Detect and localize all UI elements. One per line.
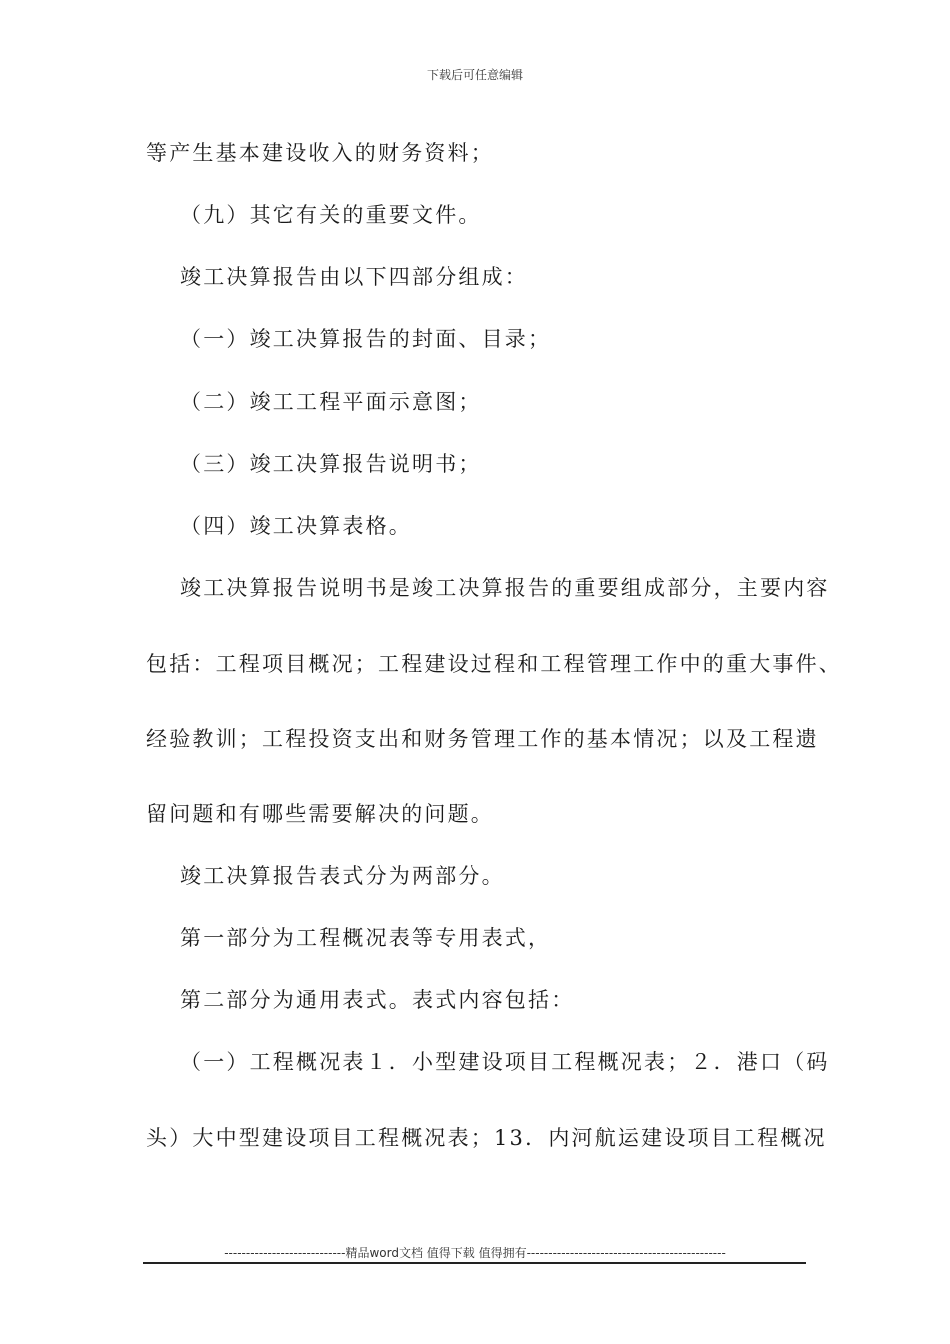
page-footer: ----------------------------精品word文档 值得下载 值得拥有---------------------------------------------- xyxy=(224,1246,726,1260)
page-header: 下载后可任意编辑 xyxy=(426,68,523,82)
body-line: （四）竣工决算表格。 xyxy=(180,514,412,538)
body-line: （九）其它有关的重要文件。 xyxy=(180,203,482,227)
body-line: （一）竣工决算报告的封面、目录； xyxy=(180,327,552,351)
body-line: 经验教训；工程投资支出和财务管理工作的基本情况；以及工程遗 xyxy=(146,727,819,751)
body-line: 竣工决算报告说明书是竣工决算报告的重要组成部分，主要内容 xyxy=(180,576,830,600)
footer-divider xyxy=(143,1262,806,1264)
body-line: （三）竣工决算报告说明书； xyxy=(180,452,482,476)
body-line: 包括：工程项目概况；工程建设过程和工程管理工作中的重大事件、 xyxy=(146,652,842,676)
body-line: 第一部分为工程概况表等专用表式， xyxy=(180,926,552,950)
body-line: 留问题和有哪些需要解决的问题。 xyxy=(146,802,494,826)
body-line: 竣工决算报告由以下四部分组成： xyxy=(180,265,528,289)
body-line: （一）工程概况表１．小型建设项目工程概况表；２．港口（码 xyxy=(180,1050,830,1074)
body-line: 竣工决算报告表式分为两部分。 xyxy=(180,864,505,888)
body-line: 头）大中型建设项目工程概况表；13．内河航运建设项目工程概况 xyxy=(146,1126,827,1150)
body-line: 第二部分为通用表式。表式内容包括： xyxy=(180,988,575,1012)
body-line: 等产生基本建设收入的财务资料； xyxy=(146,141,494,165)
body-line: （二）竣工工程平面示意图； xyxy=(180,390,482,414)
